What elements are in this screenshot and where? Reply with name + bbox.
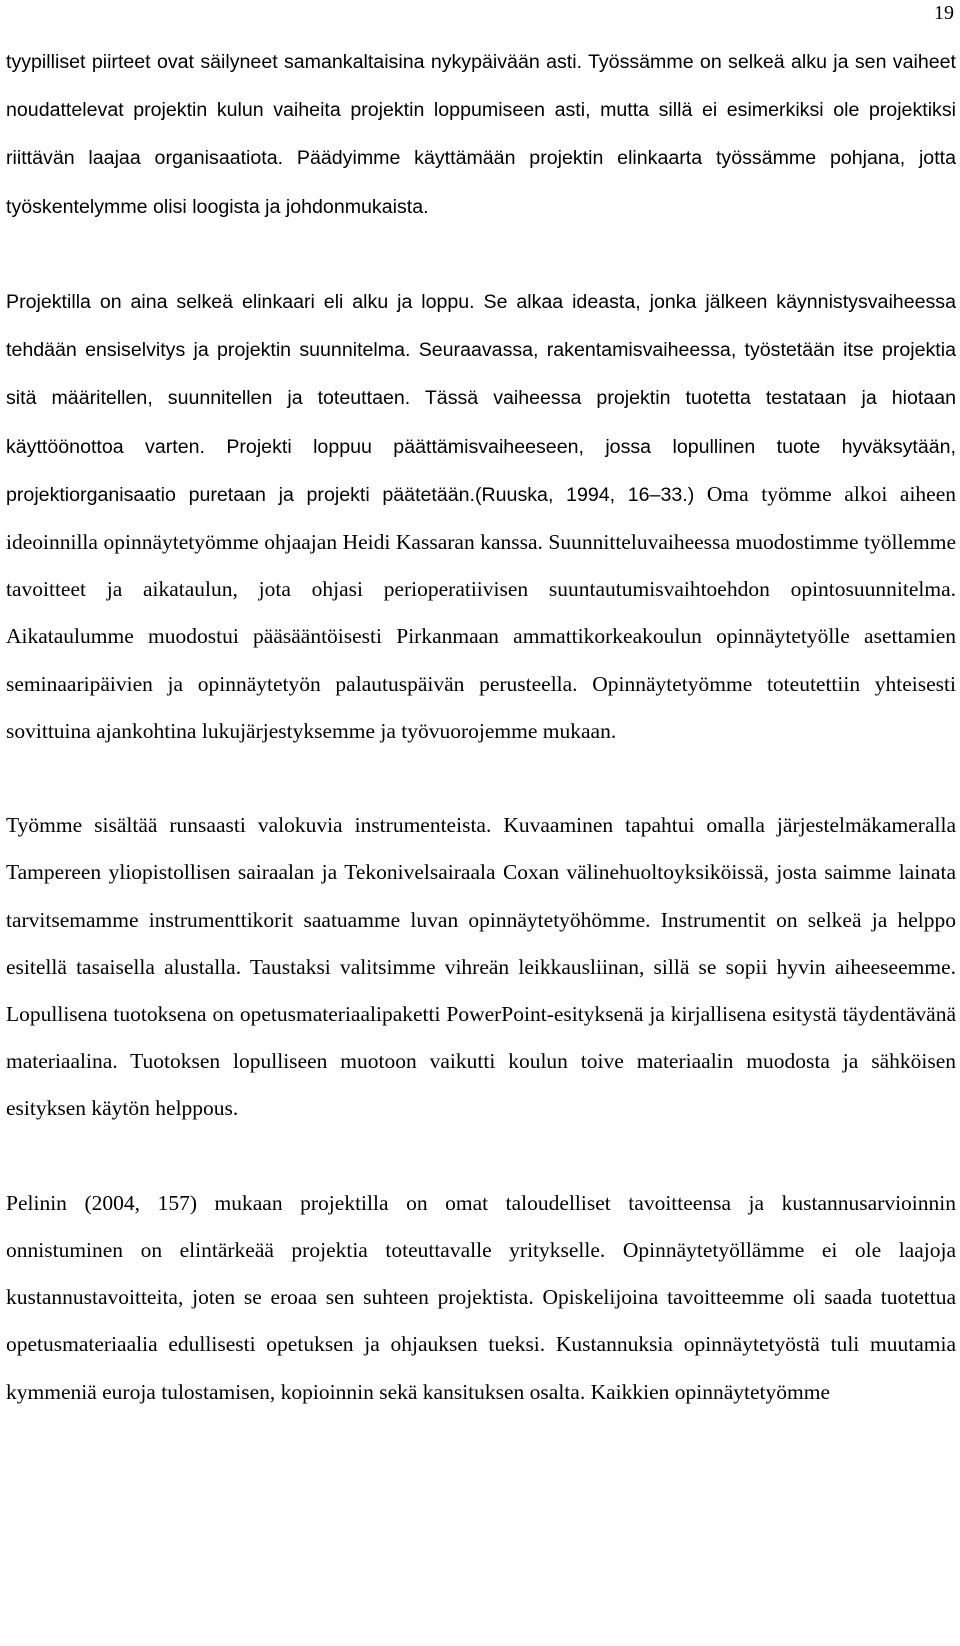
paragraph-3	[6, 802, 956, 1132]
paragraph-1-text: tyypilliset piirteet ovat säilyneet samankaltaisina nykypäivään asti. Työssämme on selkeä alku ja sen vaiheet noudattelevat projektin kulun vaiheita projektin loppumiseen asti, mutta sillä ei esimerkiksi ole projektiksi riittävän laajaa organisaatiota. Päädyimme käyttämään projektin elinkaarta työssämme pohjana, jotta työskentelymme olisi loogista ja johdonmukaista.	[6, 51, 956, 218]
paragraph-2	[6, 278, 956, 755]
paragraph-3-text: Työmme sisältää runsaasti valokuvia instrumenteista. Kuvaaminen tapahtui omalla järjestelmäkameralla Tampereen yliopistollisen sairaalan ja Tekonivelsairaala Coxan välinehuoltoyksiköissä, josta saimme lainata tarvitsemamme instrumenttikorit saatuamme luvan opinnäytetyöhömme. Instrumentit on selkeä ja helppo esitellä tasaisella alustalla. Taustaksi valitsimme vihreän leikkausliinan, sillä se sopii hyvin aiheeseemme. Lopullisena tuotoksena on opetusmateriaalipaketti PowerPoint-esityksenä ja kirjallisena esitystä täydentävänä materiaalina. Tuotoksen lopulliseen muotoon vaikutti koulun toive materiaalin muodosta ja sähköisen esityksen käytön helppous.	[6, 813, 956, 1121]
document-body	[6, 38, 956, 1463]
paragraph-4-text: Pelinin (2004, 157) mukaan projektilla on omat taloudelliset tavoitteensa ja kustannusarvioinnin onnistuminen on elintärkeää projektia toteuttavalle yritykselle. Opinnäytetyöllämme ei ole laajoja kustannustavoitteita, joten se eroaa sen suhteen projektista. Opiskelijoina tavoitteemme oli saada tuotettua opetusmateriaalia edullisesti opetuksen ja ohjauksen tueksi. Kustannuksia opinnäytetyöstä tuli muutamia kymmeniä euroja tulostamisen, kopioinnin sekä kansituksen osalta. Kaikkien opinnäytetyömme	[6, 1190, 956, 1404]
paragraph-1	[6, 38, 956, 231]
paragraph-2-text-sans: Projektilla on aina selkeä elinkaari eli alku ja loppu. Se alkaa ideasta, jonka jälkeen käynnistysvaiheessa tehdään ensiselvitys ja projektin suunnitelma. Seuraavassa, rakentamisvaiheessa, työstetään itse projektia sitä määritellen, suunnitellen ja toteuttaen. Tässä vaiheessa projektin tuotetta testataan ja hiotaan käyttöönottoa varten. Projekti loppuu päättämisvaiheeseen, jossa lopullinen tuote hyväksytään, projektiorganisaatio puretaan ja projekti päätetään.(Ruuska, 1994, 16–33.)	[6, 291, 956, 506]
paragraph-4	[6, 1180, 956, 1416]
page-number: 19	[934, 2, 954, 24]
paragraph-2-text-serif: Oma työmme alkoi aiheen ideoinnilla opinnäytetyömme ohjaajan Heidi Kassaran kanssa. Suunnitteluvaiheessa muodostimme työllemme tavoitteet ja aikataulun, jota ohjasi perioperatiivisen suuntautumisvaihtoehdon opintosuunnitelma. Aikataulumme muodostui pääsääntöisesti Pirkanmaan ammattikorkeakoulun opinnäytetyölle asettamien seminaaripäivien ja opinnäytetyön palautuspäivän perusteella. Opinnäytetyömme toteutettiin yhteisesti sovittuina ajankohtina lukujärjestyksemme ja työvuorojemme mukaan.	[6, 481, 956, 743]
